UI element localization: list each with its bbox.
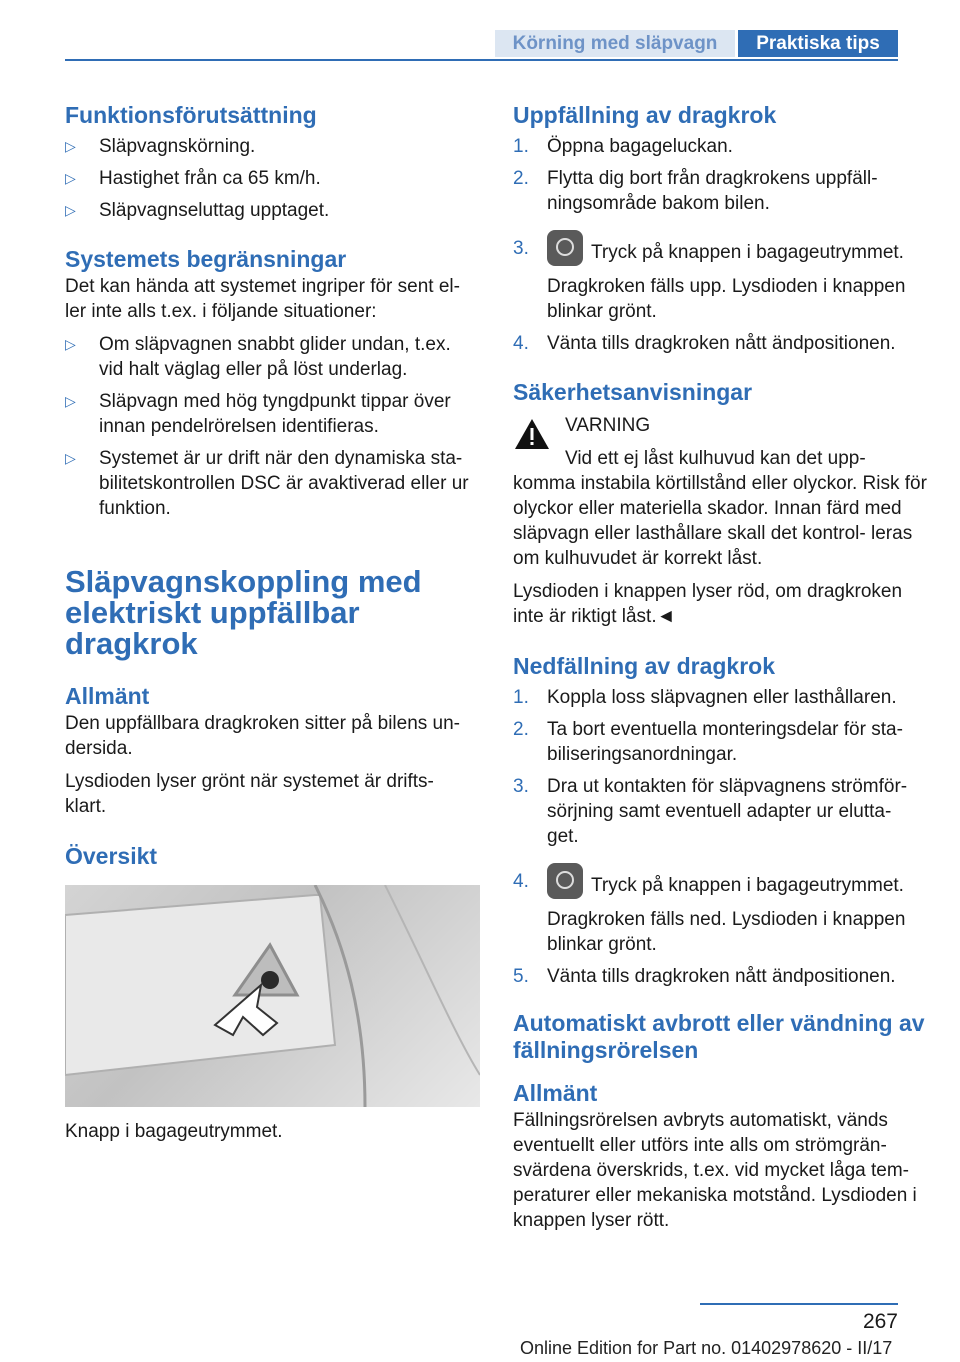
right-column [513,100,928,1233]
list-item: ▷ Hastighet från ca 65 km/h. [65,168,321,189]
list-item: 2. Flytta dig bort från dragkrokens uppfäll‐ ningsområde bakom bilen. [513,168,878,214]
tow-hook-button-icon [547,863,583,899]
main-heading: Släpvagnskoppling med elektriskt uppfällbar dragkrok [65,564,422,661]
warning-text: Vid ett ej låst kulhuvud kan det upp‐ komma instabila körtillstånd eller olyckor. Risk för olyckor eller materiella skador. Innan färd med släpvagn eller lasthållare skall det kontrol‐ leras om kulhuvudet är korrekt låst. [513,448,927,569]
auto-paragraph: Fällningsrörelsen avbryts automatiskt, vänds eventuellt eller utförs inte alls om strömgrän‐ svärdena överskrids, t.ex. vid mycket låga tem‐ peraturer eller mekaniska motstånd. Lysdioden i knappen lyser rött. [513,1110,917,1231]
general-paragraph-2: Lysdioden lyser grönt när systemet är drifts‐ klart. [65,771,434,817]
edition-note: Online Edition for Part no. 01402978620 - II/17 [520,1338,893,1358]
triangle-bullet-icon: ▷ [65,393,76,409]
warning-note: Lysdioden i knappen lyser röd, om dragkroken inte är riktigt låst.◄ [513,581,903,627]
list-item: 1. Koppla loss släpvagnen eller lasthållaren. [513,687,897,708]
general-paragraph-1: Den uppfällbara dragkroken sitter på bilens un‐ dersida. [65,713,461,759]
list-item: ▷ Släpvagnseluttag upptaget. [65,200,330,221]
triangle-bullet-icon: ▷ [65,202,76,218]
list-item: ▷ Släpvagnskörning. [65,136,256,157]
photo-caption: Knapp i bagageutrymmet. [65,1121,283,1142]
section-tab: Körning med släpvagn [495,30,735,57]
list-item: 1. Öppna bagageluckan. [513,136,733,157]
trunk-photo-illustration [65,885,480,1107]
list-item: 3. Tryck på knappen i bagageutrymmet. Dragkroken fälls upp. Lysdioden i knappen blinkar grönt. [513,230,928,324]
list-item: 5. Vänta tills dragkroken nått ändpositionen. [513,966,896,987]
raise-steps [513,134,928,356]
page-number: 267 [862,1310,898,1333]
list-item: ▷ Systemet är ur drift när den dynamiska sta‐ bilitetskontrollen DSC är avaktiverad eller ur funktion. [65,448,469,519]
prereq-heading: Funktionsförutsättning [65,102,317,128]
triangle-bullet-icon: ▷ [65,336,76,352]
left-column [65,100,480,1144]
warning-box [513,413,928,438]
general-heading: Allmänt [65,683,150,709]
warning-triangle-icon [513,417,551,451]
page-header [0,0,960,62]
limits-intro: Det kan hända att systemet ingriper för sent el‐ ler inte alls t.ex. i följande situationer: [65,276,460,322]
list-item: ▷ Släpvagn med hög tyngdpunkt tippar över innan pendelrörelsen identifieras. [65,391,451,437]
tow-hook-button-icon [547,230,583,266]
header-rule [65,59,898,61]
footer-rule [700,1303,898,1305]
list-item: ▷ Om släpvagnen snabbt glider undan, t.ex. vid halt väglag eller på löst underlag. [65,334,451,380]
trunk-button-photo [65,885,480,1107]
raise-heading: Uppfällning av dragkrok [513,102,777,128]
safety-heading: Säkerhetsanvisningar [513,379,753,405]
lower-heading: Nedfällning av dragkrok [513,653,776,679]
prereq-list [65,134,480,223]
lower-steps [513,685,928,989]
chapter-tab: Praktiska tips [738,30,898,57]
limits-heading: Systemets begränsningar [65,246,347,272]
list-item: 2. Ta bort eventuella monteringsdelar för sta‐ biliseringsanordningar. [513,719,903,765]
triangle-bullet-icon: ▷ [65,138,76,154]
triangle-bullet-icon: ▷ [65,170,76,186]
limits-list [65,332,480,521]
list-item: 4. Tryck på knappen i bagageutrymmet. Dragkroken fälls ned. Lysdioden i knappen blinkar grönt. [513,863,928,957]
warning-label: VARNING [565,415,651,436]
auto-heading: Automatiskt avbrott eller vändning av fällningsrörelsen [513,1010,925,1063]
overview-heading: Översikt [65,843,158,869]
auto-general-heading: Allmänt [513,1080,598,1106]
list-item: 4. Vänta tills dragkroken nått ändpositionen. [513,333,896,354]
triangle-bullet-icon: ▷ [65,450,76,466]
list-item: 3. Dra ut kontakten för släpvagnens strömför‐ sörjning samt eventuell adapter ur elutta‐ get. [513,776,908,847]
